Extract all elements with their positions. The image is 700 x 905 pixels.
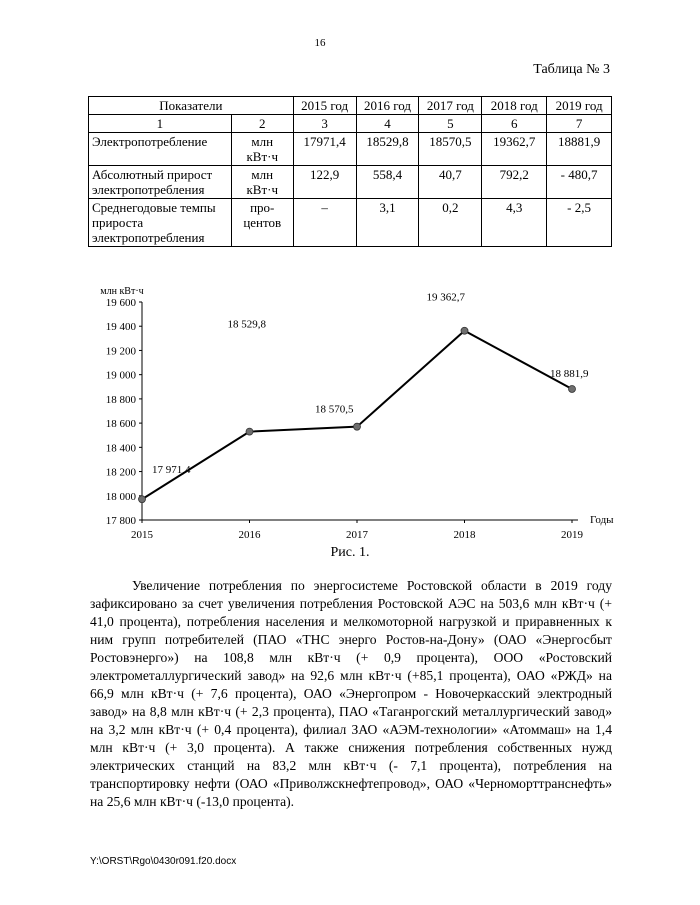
data-label: 18 570,5	[315, 403, 354, 416]
consumption-chart	[90, 280, 614, 560]
table-header-2019: 2019 год	[547, 97, 612, 115]
row-unit: млн кВт·ч	[231, 133, 293, 166]
table-header-2016: 2016 год	[356, 97, 419, 115]
row-value: 19362,7	[482, 133, 547, 166]
row-value: - 2,5	[547, 199, 612, 247]
x-tick-label: 2016	[238, 529, 261, 541]
row-value: 18881,9	[547, 133, 612, 166]
data-point	[461, 327, 468, 334]
y-tick-label: 19 000	[105, 369, 136, 382]
data-label: 17 971,4	[152, 464, 191, 477]
x-tick-label: 2017	[346, 529, 368, 541]
data-label: 19 362,7	[426, 291, 465, 304]
body-paragraph: Увеличение потребления по энергосистеме Ростовской области в 2019 году зафиксировано за счет увеличения потребления Ростовской АЭС на 503,6 млн кВт·ч (+ 41,0 процента), потребления населения и мелкомоторной нагрузкой и приравненных к ним групп потребителей (ПАО «ТНС энерго Ростов-на-Дону» (ОАО «Энергосбыт Ростовэнерго») на 108,8 млн кВт·ч (+ 0,9 процента), ООО «Ростовский электрометаллургический завод» на 92,6 млн кВт·ч (+85,1 процента), ОАО «РЖД» на 66,9 млн кВт·ч (+ 7,6 процента), ОАО «Энергопром - Новочеркасский электродный завод» на 8,8 млн кВт·ч (+ 2,3 процента), ПАО «Таганрогский металлургический завод» на 3,2 млн кВт·ч (+ 0,4 процента), филиал ЗАО «АЭМ-технологии» «Атоммаш» на 1,4 млн кВт·ч (+ 3,0 процента). А также снижения потребления собственных нужд электрических станций на 83,2 млн кВт·ч (- 7,1 процента), потребления на транспортировку нефти (ОАО «Приволжскнефтепровод», ОАО «Черноморттранснефть» на 25,6 млн кВт·ч (-13,0 процента).	[90, 578, 612, 809]
row-name: Среднегодовые темпы прироста электропотребления	[89, 199, 232, 247]
x-tick-label: 2018	[453, 529, 476, 541]
table-index-cell: 1	[89, 115, 232, 133]
x-tick-label: 2015	[131, 529, 153, 541]
table-header-2018: 2018 год	[482, 97, 547, 115]
x-tick-label: 2019	[561, 529, 583, 541]
table-row	[89, 199, 612, 247]
table-label: Таблица № 3	[533, 62, 610, 77]
y-tick-label: 19 600	[105, 297, 136, 309]
page-number: 16	[314, 37, 326, 49]
table-index-cell: 6	[482, 115, 547, 133]
table-header-2017: 2017 год	[419, 97, 482, 115]
consumption-chart-svg	[90, 280, 614, 560]
row-value: - 480,7	[547, 166, 612, 199]
row-value: 3,1	[356, 199, 419, 247]
footer-file-path: Y:\ORST\Rgo\0430r091.f20.docx	[90, 856, 237, 867]
table-header-row	[89, 97, 612, 115]
table-row	[89, 133, 612, 166]
row-unit: про-центов	[231, 199, 293, 247]
table-index-cell: 2	[231, 115, 293, 133]
row-value: 18570,5	[419, 133, 482, 166]
table-header-indicators: Показатели	[89, 97, 294, 115]
table-index-cell: 7	[547, 115, 612, 133]
row-name: Абсолютный прирост электропотребления	[89, 166, 232, 199]
y-tick-label: 18 800	[105, 393, 136, 406]
series-line	[142, 331, 572, 500]
y-tick-label: 17 800	[105, 515, 136, 527]
row-name: Электропотребление	[89, 133, 232, 166]
row-value: –	[293, 199, 356, 247]
row-value: 558,4	[356, 166, 419, 199]
figure-caption: Рис. 1.	[330, 545, 370, 560]
y-axis-label: млн кВт·ч	[100, 286, 144, 297]
table-index-row	[89, 115, 612, 133]
y-tick-label: 19 400	[105, 321, 136, 334]
data-point	[139, 496, 146, 503]
row-value: 40,7	[419, 166, 482, 199]
y-tick-label: 19 200	[105, 345, 136, 358]
table-index-cell: 4	[356, 115, 419, 133]
data-label: 18 529,8	[227, 318, 266, 331]
table-row	[89, 166, 612, 199]
indicators-table	[88, 96, 612, 247]
y-tick-label: 18 200	[105, 466, 136, 479]
x-axis-label: Годы	[590, 514, 614, 526]
table-index-cell: 5	[419, 115, 482, 133]
table-index-cell: 3	[293, 115, 356, 133]
row-unit: млн кВт·ч	[231, 166, 293, 199]
data-point	[569, 385, 576, 392]
y-tick-label: 18 400	[105, 442, 136, 455]
data-point	[246, 428, 253, 435]
row-value: 0,2	[419, 199, 482, 247]
y-tick-label: 18 600	[105, 418, 136, 431]
table-header-2015: 2015 год	[293, 97, 356, 115]
data-label: 18 881,9	[550, 367, 589, 380]
row-value: 4,3	[482, 199, 547, 247]
row-value: 792,2	[482, 166, 547, 199]
data-point	[354, 423, 361, 430]
row-value: 18529,8	[356, 133, 419, 166]
row-value: 122,9	[293, 166, 356, 199]
y-tick-label: 18 000	[105, 490, 136, 503]
row-value: 17971,4	[293, 133, 356, 166]
